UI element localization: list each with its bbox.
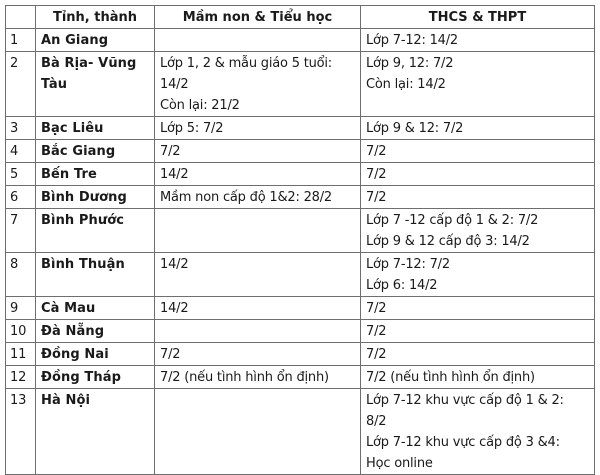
table-row bbox=[6, 320, 595, 343]
secondary-cell bbox=[361, 163, 595, 186]
preschool-primary-cell bbox=[155, 209, 361, 253]
table-row bbox=[6, 52, 595, 117]
cell-line: 7/2 (nếu tình hình ổn định) bbox=[160, 370, 329, 385]
row-number: 7 bbox=[6, 209, 36, 253]
secondary-cell bbox=[361, 320, 595, 343]
cell-line: Lớp 7-12: 7/2 bbox=[366, 257, 450, 272]
header-preschool-primary: Mầm non & Tiểu học bbox=[155, 6, 361, 29]
secondary-cell bbox=[361, 253, 595, 297]
preschool-primary-cell bbox=[155, 389, 361, 475]
cell-line: Lớp 5: 7/2 bbox=[160, 121, 224, 136]
preschool-primary-cell bbox=[155, 117, 361, 140]
secondary-cell bbox=[361, 209, 595, 253]
header-province: Tỉnh, thành bbox=[36, 6, 155, 29]
row-number: 12 bbox=[6, 366, 36, 389]
table-row bbox=[6, 343, 595, 366]
preschool-primary-cell bbox=[155, 343, 361, 366]
cell-line: Lớp 6: 14/2 bbox=[366, 278, 438, 293]
school-reopening-table bbox=[5, 5, 595, 475]
row-number: 5 bbox=[6, 163, 36, 186]
secondary-cell bbox=[361, 117, 595, 140]
table-row bbox=[6, 366, 595, 389]
row-number: 3 bbox=[6, 117, 36, 140]
cell-line: Lớp 7-12 khu vực cấp độ 1 & 2: bbox=[366, 393, 564, 408]
preschool-primary-cell bbox=[155, 29, 361, 52]
province-name: Bạc Liêu bbox=[36, 117, 155, 140]
preschool-primary-cell bbox=[155, 253, 361, 297]
preschool-primary-cell bbox=[155, 366, 361, 389]
cell-line: Lớp 1, 2 & mẫu giáo 5 tuổi: bbox=[160, 56, 332, 71]
province-name: Bà Rịa- Vũng Tàu bbox=[36, 52, 155, 117]
row-number: 9 bbox=[6, 297, 36, 320]
secondary-cell bbox=[361, 343, 595, 366]
table-row bbox=[6, 163, 595, 186]
province-name: Hà Nội bbox=[36, 389, 155, 475]
province-name: Đồng Nai bbox=[36, 343, 155, 366]
cell-line: 7/2 bbox=[160, 347, 181, 362]
row-number: 10 bbox=[6, 320, 36, 343]
cell-line: Mầm non cấp độ 1&2: 28/2 bbox=[160, 190, 332, 205]
cell-line: 7/2 bbox=[366, 144, 387, 159]
cell-line: 14/2 bbox=[160, 167, 189, 182]
preschool-primary-cell bbox=[155, 140, 361, 163]
secondary-cell bbox=[361, 140, 595, 163]
cell-line: 14/2 bbox=[160, 77, 189, 92]
secondary-cell bbox=[361, 366, 595, 389]
table-row bbox=[6, 186, 595, 209]
cell-line: Lớp 9, 12: 7/2 bbox=[366, 56, 454, 71]
cell-line: Lớp 7 -12 cấp độ 1 & 2: 7/2 bbox=[366, 213, 539, 228]
row-number: 11 bbox=[6, 343, 36, 366]
province-name: Bắc Giang bbox=[36, 140, 155, 163]
cell-line: 7/2 (nếu tình hình ổn định) bbox=[366, 370, 535, 385]
table-row bbox=[6, 117, 595, 140]
cell-line: 7/2 bbox=[366, 190, 387, 205]
cell-line: 7/2 bbox=[366, 301, 387, 316]
secondary-cell bbox=[361, 186, 595, 209]
secondary-cell bbox=[361, 52, 595, 117]
table-row bbox=[6, 253, 595, 297]
province-name: Bình Dương bbox=[36, 186, 155, 209]
header-row bbox=[6, 6, 595, 29]
province-name: Cà Mau bbox=[36, 297, 155, 320]
province-name: Bến Tre bbox=[36, 163, 155, 186]
cell-line: 7/2 bbox=[366, 347, 387, 362]
cell-line: Còn lại: 21/2 bbox=[160, 98, 240, 113]
table-row bbox=[6, 140, 595, 163]
preschool-primary-cell bbox=[155, 163, 361, 186]
province-name: Đồng Tháp bbox=[36, 366, 155, 389]
secondary-cell bbox=[361, 389, 595, 475]
preschool-primary-cell bbox=[155, 52, 361, 117]
province-name: Bình Phước bbox=[36, 209, 155, 253]
table-row bbox=[6, 297, 595, 320]
cell-line: 7/2 bbox=[366, 167, 387, 182]
cell-line: Học online bbox=[366, 456, 433, 471]
cell-line: Lớp 9 & 12 cấp độ 3: 14/2 bbox=[366, 234, 530, 249]
header-number bbox=[6, 6, 36, 29]
table-body bbox=[6, 29, 595, 475]
province-name: Đà Nẵng bbox=[36, 320, 155, 343]
row-number: 6 bbox=[6, 186, 36, 209]
row-number: 1 bbox=[6, 29, 36, 52]
province-name: An Giang bbox=[36, 29, 155, 52]
table-row bbox=[6, 389, 595, 475]
row-number: 13 bbox=[6, 389, 36, 475]
cell-line: 14/2 bbox=[160, 301, 189, 316]
reopening-schedule-table-container bbox=[5, 5, 594, 475]
row-number: 8 bbox=[6, 253, 36, 297]
secondary-cell bbox=[361, 29, 595, 52]
row-number: 2 bbox=[6, 52, 36, 117]
table-row bbox=[6, 209, 595, 253]
header-secondary: THCS & THPT bbox=[361, 6, 595, 29]
province-name: Bình Thuận bbox=[36, 253, 155, 297]
row-number: 4 bbox=[6, 140, 36, 163]
cell-line: 7/2 bbox=[366, 324, 387, 339]
cell-line: 7/2 bbox=[160, 144, 181, 159]
cell-line: 14/2 bbox=[160, 257, 189, 272]
table-row bbox=[6, 29, 595, 52]
preschool-primary-cell bbox=[155, 320, 361, 343]
cell-line: Lớp 9 & 12: 7/2 bbox=[366, 121, 464, 136]
cell-line: Còn lại: 14/2 bbox=[366, 77, 446, 92]
preschool-primary-cell bbox=[155, 297, 361, 320]
preschool-primary-cell bbox=[155, 186, 361, 209]
secondary-cell bbox=[361, 297, 595, 320]
cell-line: 8/2 bbox=[366, 414, 387, 429]
cell-line: Lớp 7-12: 14/2 bbox=[366, 33, 458, 48]
cell-line: Lớp 7-12 khu vực cấp độ 3 &4: bbox=[366, 435, 560, 450]
